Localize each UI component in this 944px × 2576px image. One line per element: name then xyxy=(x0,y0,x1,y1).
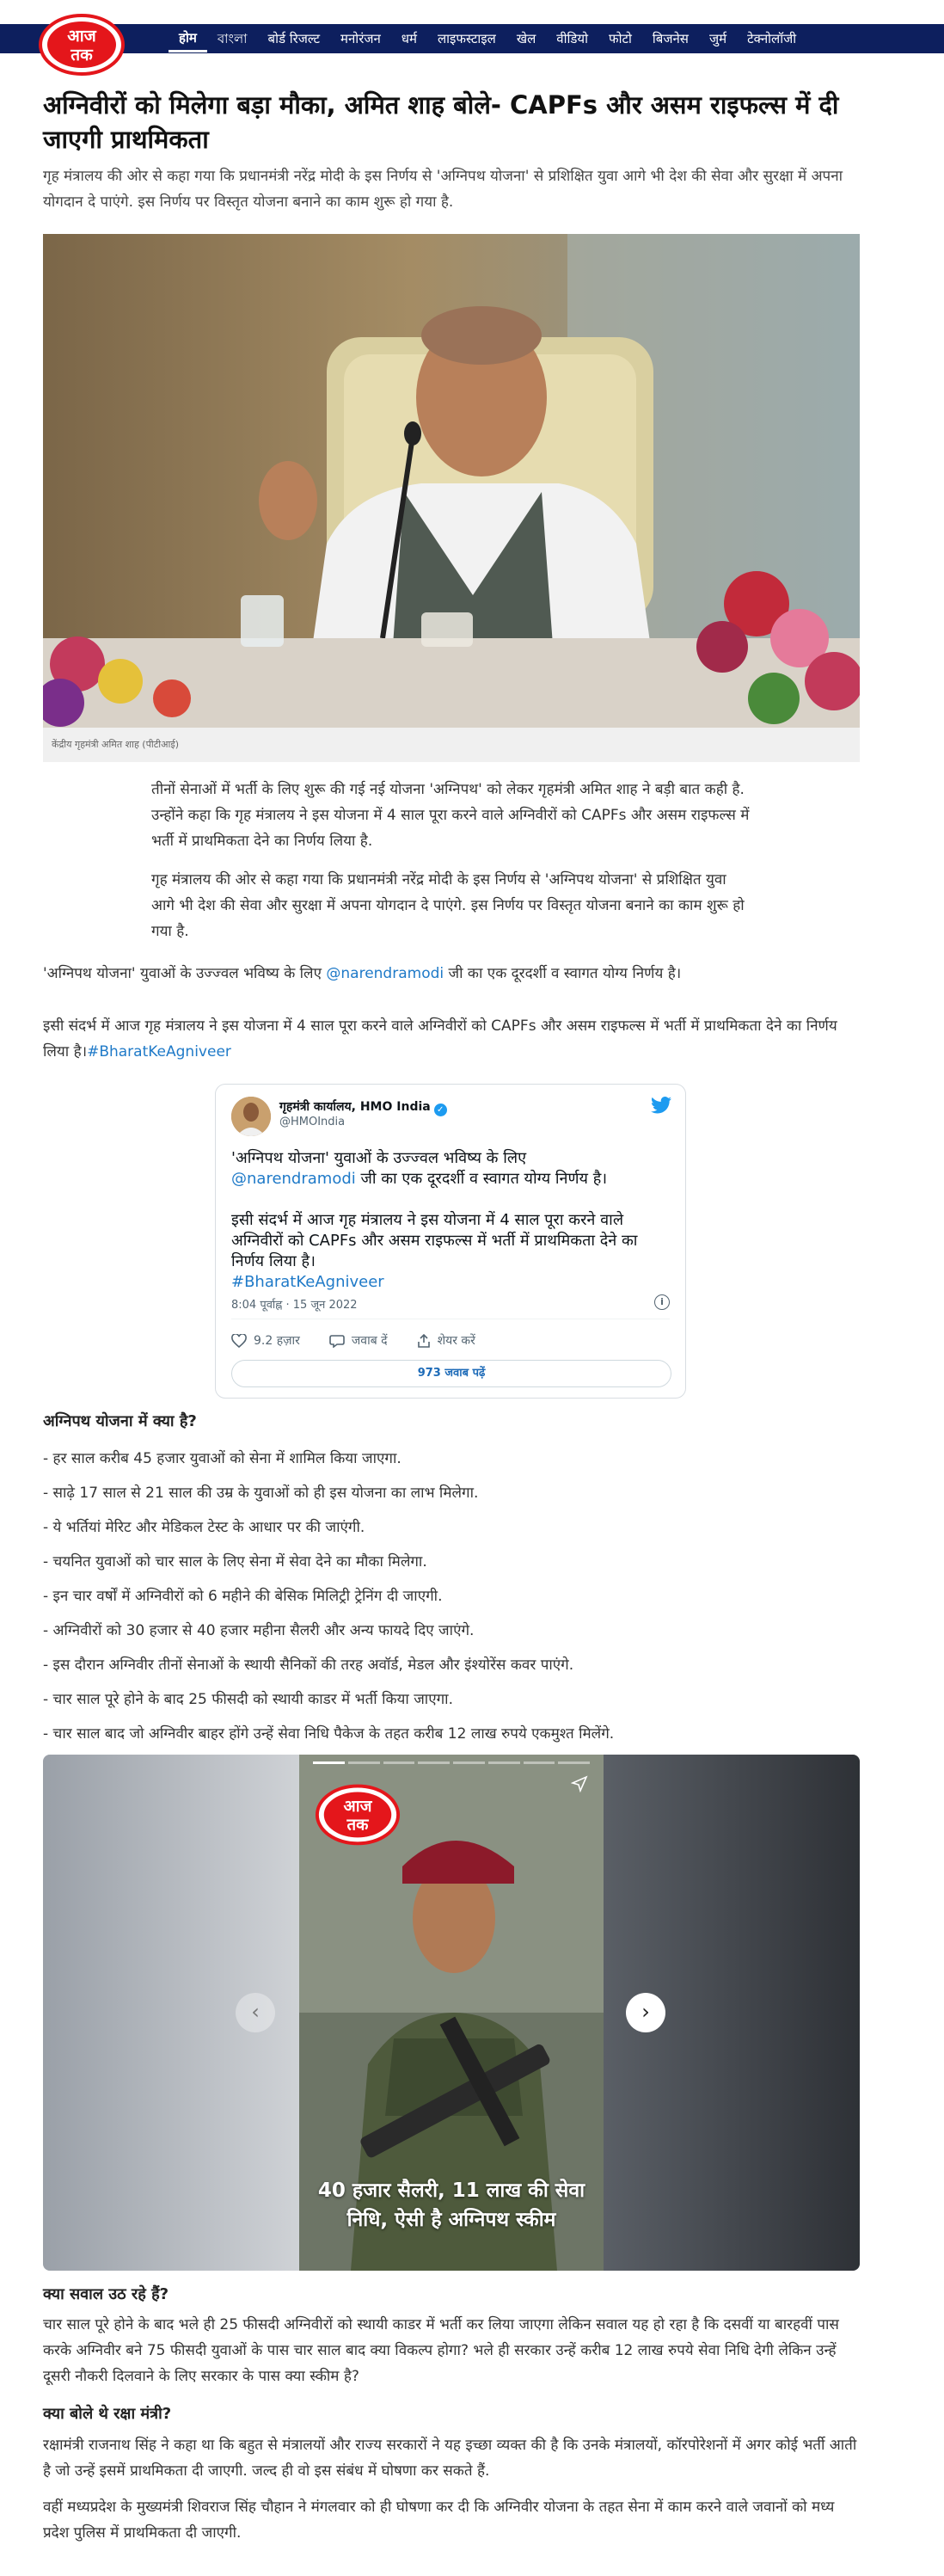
svg-text:आज: आज xyxy=(67,27,96,46)
image-caption: केंद्रीय गृहमंत्री अमित शाह (पीटीआई) xyxy=(52,739,180,750)
tweet-hashtag-link[interactable]: #BharatKeAgniveer xyxy=(231,1273,384,1291)
share-arrow-icon[interactable] xyxy=(571,1775,588,1792)
nav-item-4[interactable]: धर्म xyxy=(401,31,417,46)
quote-paragraph-1 xyxy=(43,961,860,987)
list-item: - ये भर्तियां मेरिट और मेडिकल टेस्ट के आधार पर की जाएंगी. xyxy=(43,1519,365,1536)
nav-item-1[interactable]: বাংলা xyxy=(217,31,248,46)
section3-title: क्या बोले थे रक्षा मंत्री? xyxy=(43,2405,172,2423)
like-count: 9.2 हज़ार xyxy=(254,1334,300,1348)
story-card[interactable] xyxy=(299,1755,604,2271)
nav-item-0[interactable]: होम xyxy=(169,26,207,52)
body-paragraph-1: तीनों सेनाओं में भर्ती के लिए शुरू की गई नई योजना 'अग्निपथ' को लेकर गृहमंत्री अमित शाह ने बड़ी बात कही है. उन्होंने कहा कि गृह मंत्रालय ने इस योजना में 4 साल पूरा करने वाले अग्निवीरों को CAPFs और असम राइफल्स में भर्ती में प्राथमिकता देने का निर्णय लिया है. xyxy=(151,781,750,850)
web-story-carousel[interactable] xyxy=(43,1755,860,2271)
scheme-points-list xyxy=(43,1442,860,1751)
twitter-bird-icon[interactable] xyxy=(651,1097,671,1114)
svg-text:आज: आज xyxy=(343,1798,372,1817)
article-summary: गृह मंत्रालय की ओर से कहा गया कि प्रधानमंत्री नरेंद्र मोदी के इस निर्णय से 'अग्निपथ योजना' से प्रशिक्षित युवा आगे भी देश की सेवा और सुरक्षा में अपना योगदान दे पाएंगे. इस निर्णय पर विस्तृत योजना बनाने का काम शुरू हो गया है. xyxy=(43,168,843,211)
main-nav xyxy=(169,24,806,53)
tweet-line2: इसी संदर्भ में आज गृह मंत्रालय ने इस योजना में 4 साल पूरा करने वाले अग्निवीरों को CAPFs और असम राइफल्स में भर्ती में प्राथमिकता देने का निर्णय लिया है। xyxy=(231,1211,638,1270)
tweet-embed[interactable] xyxy=(215,1084,686,1399)
tweet-handle[interactable]: @HMOIndia xyxy=(279,1116,346,1128)
hashtag-link[interactable]: #BharatKeAgniveer xyxy=(87,1043,231,1061)
heart-icon xyxy=(231,1334,247,1348)
story-progress xyxy=(313,1761,590,1764)
nav-item-2[interactable]: बोर्ड रिजल्ट xyxy=(267,31,321,46)
list-item: - चयनित युवाओं को चार साल के लिए सेना में सेवा देने का मौका मिलेगा. xyxy=(43,1553,427,1571)
read-replies-button[interactable]: 973 जवाब पढ़ें xyxy=(231,1360,671,1387)
story-caption: 40 हजार सैलरी, 11 लाख की सेवा निधि, ऐसी है अग्निपथ स्कीम xyxy=(317,2179,585,2231)
story-prev-button[interactable]: ‹ xyxy=(236,1993,275,2032)
section2-text: चार साल पूरे होने के बाद भले ही 25 फीसदी अग्निवीरों को स्थायी काडर में भर्ती कर लिया जाएगा लेकिन सवाल यह हो रहा है कि दसवीं या बारहवीं पास करके अग्निवीर बने 75 फीसदी युवाओं के पास चार साल बाद क्या विकल्प होगा? भले ही सरकार उन्हें करीब 12 लाख रुपये सेवा निधि देगी लेकिन उन्हें दूसरी नौकरी दिलवाने के लिए सरकार के पास क्या स्कीम है? xyxy=(43,2316,839,2385)
section3-text-1: रक्षामंत्री राजनाथ सिंह ने कहा था कि बहुत से मंत्रालयों और राज्य सरकारों ने यह इच्छा व्यक्त की है कि उनके मंत्रालयों, कॉरपोरेशनों में अगर कोई भर्ती आती है जो उन्हें इसमें प्राथमिकता दी जाएगी. जल्द ही वो इस संबंध में घोषणा कर सकते हैं. xyxy=(43,2437,857,2480)
tweet-line1: 'अग्निपथ योजना' युवाओं के उज्ज्वल भविष्य के लिए xyxy=(231,1149,527,1167)
body-paragraph-2: गृह मंत्रालय की ओर से कहा गया कि प्रधानमंत्री नरेंद्र मोदी के इस निर्णय से 'अग्निपथ योजना' से प्रशिक्षित युवा आगे भी देश की सेवा और सुरक्षा में अपना योगदान दे पाएंगे. इस निर्णय पर विस्तृत योजना बनाने का काम शुरू हो गया है. xyxy=(151,871,745,940)
quote-paragraph-2 xyxy=(43,1013,860,1065)
tweet-timestamp[interactable]: 8:04 पूर्वाह्न · 15 जून 2022 xyxy=(231,1299,358,1312)
quote1-text: 'अग्निपथ योजना' युवाओं के उज्ज्वल भविष्य के लिए xyxy=(43,965,327,982)
nav-item-8[interactable]: फोटो xyxy=(609,31,632,46)
nav-item-5[interactable]: लाइफस्टाइल xyxy=(438,31,496,46)
share-action[interactable] xyxy=(417,1332,475,1349)
hero-image xyxy=(43,234,860,728)
tweet-avatar[interactable] xyxy=(231,1097,271,1136)
section2-title: क्या सवाल उठ रहे हैं? xyxy=(43,2285,169,2303)
image-caption-bar xyxy=(43,728,860,762)
section3-text-2: वहीं मध्यप्रदेश के मुख्यमंत्री शिवराज सिंह चौहान ने मंगलवार को ही घोषणा कर दी कि अग्निवीर योजना के तहत सेना में काम करने वाले जवानों को मध्य प्रदेश पुलिस में प्राथमिकता दी जाएगी. xyxy=(43,2499,835,2542)
narendramodi-link[interactable]: @narendramodi xyxy=(326,965,444,982)
svg-text:तक: तक xyxy=(346,1816,369,1835)
list-item: - साढ़े 17 साल से 21 साल की उम्र के युवाओं को ही इस योजना का लाभ मिलेगा. xyxy=(43,1485,479,1502)
article-headline: अग्निवीरों को मिलेगा बड़ा मौका, अमित शाह बोले- CAPFs और असम राइफल्स में दी जाएगी प्राथमिकता xyxy=(43,90,839,154)
quote2-text: इसी संदर्भ में आज गृह मंत्रालय ने इस योजना में 4 साल पूरा करने वाले अग्निवीरों को CAPFs और असम राइफल्स में भर्ती में प्राथमिकता देने का निर्णय लिया है। xyxy=(43,1017,837,1061)
quote1-text-end: जी का एक दूरदर्शी व स्वागत योग्य निर्णय है। xyxy=(444,965,682,982)
aajtak-logo[interactable] xyxy=(36,7,127,77)
list-item: - इन चार वर्षों में अग्निवीरों को 6 महीने की बेसिक मिलिट्री ट्रेनिंग दी जाएगी. xyxy=(43,1588,443,1605)
info-icon[interactable]: i xyxy=(654,1294,670,1310)
list-item: - चार साल बाद जो अग्निवीर बाहर होंगे उन्हें सेवा निधि पैकेज के तहत करीब 12 लाख रुपये एकमुश्त मिलेंगे. xyxy=(43,1725,615,1743)
list-item: - अग्निवीरों को 30 हजार से 40 हजार महीना सैलरी और अन्य फायदे दिए जाएंगे. xyxy=(43,1622,475,1639)
list-item: - हर साल करीब 45 हजार युवाओं को सेना में शामिल किया जाएगा. xyxy=(43,1450,402,1467)
tweet-mention-link[interactable]: @narendramodi xyxy=(231,1170,356,1188)
list-item: - चार साल पूरे होने के बाद 25 फीसदी को स्थायी काडर में भर्ती किया जाएगा. xyxy=(43,1691,453,1708)
nav-item-9[interactable]: बिजनेस xyxy=(652,31,689,46)
reply-action[interactable] xyxy=(329,1332,388,1349)
tweet-author-name[interactable] xyxy=(279,1098,447,1116)
svg-text:तक: तक xyxy=(70,46,93,65)
story-next-button[interactable]: › xyxy=(626,1993,665,2032)
like-action[interactable] xyxy=(231,1332,300,1349)
tweet-line1-end: जी का एक दूरदर्शी व स्वागत योग्य निर्णय है। xyxy=(355,1170,608,1188)
reply-icon xyxy=(329,1334,345,1348)
nav-item-11[interactable]: टेक्नोलॉजी xyxy=(747,31,797,46)
nav-item-7[interactable]: वीडियो xyxy=(556,31,588,46)
tweet-name-text: गृहमंत्री कार्यालय, HMO India xyxy=(279,1100,431,1114)
nav-item-3[interactable]: मनोरंजन xyxy=(340,31,381,46)
verified-badge-icon: ✓ xyxy=(434,1104,447,1116)
share-label: शेयर करें xyxy=(437,1334,475,1348)
nav-item-6[interactable]: खेल xyxy=(516,31,536,46)
share-icon xyxy=(417,1334,431,1348)
tweet-text xyxy=(231,1148,671,1293)
nav-item-10[interactable]: जुर्म xyxy=(708,31,727,46)
reply-label: जवाब दें xyxy=(351,1334,388,1348)
story-aajtak-logo xyxy=(313,1777,402,1847)
list-item: - इस दौरान अग्निवीर तीनों सेनाओं के स्थायी सैनिकों की तरह अवॉर्ड, मेडल और इंश्योरेंस कवर पाएंगे. xyxy=(43,1657,574,1674)
tweet-actions xyxy=(231,1332,475,1349)
section1-title: अग्निपथ योजना में क्या है? xyxy=(43,1412,197,1430)
